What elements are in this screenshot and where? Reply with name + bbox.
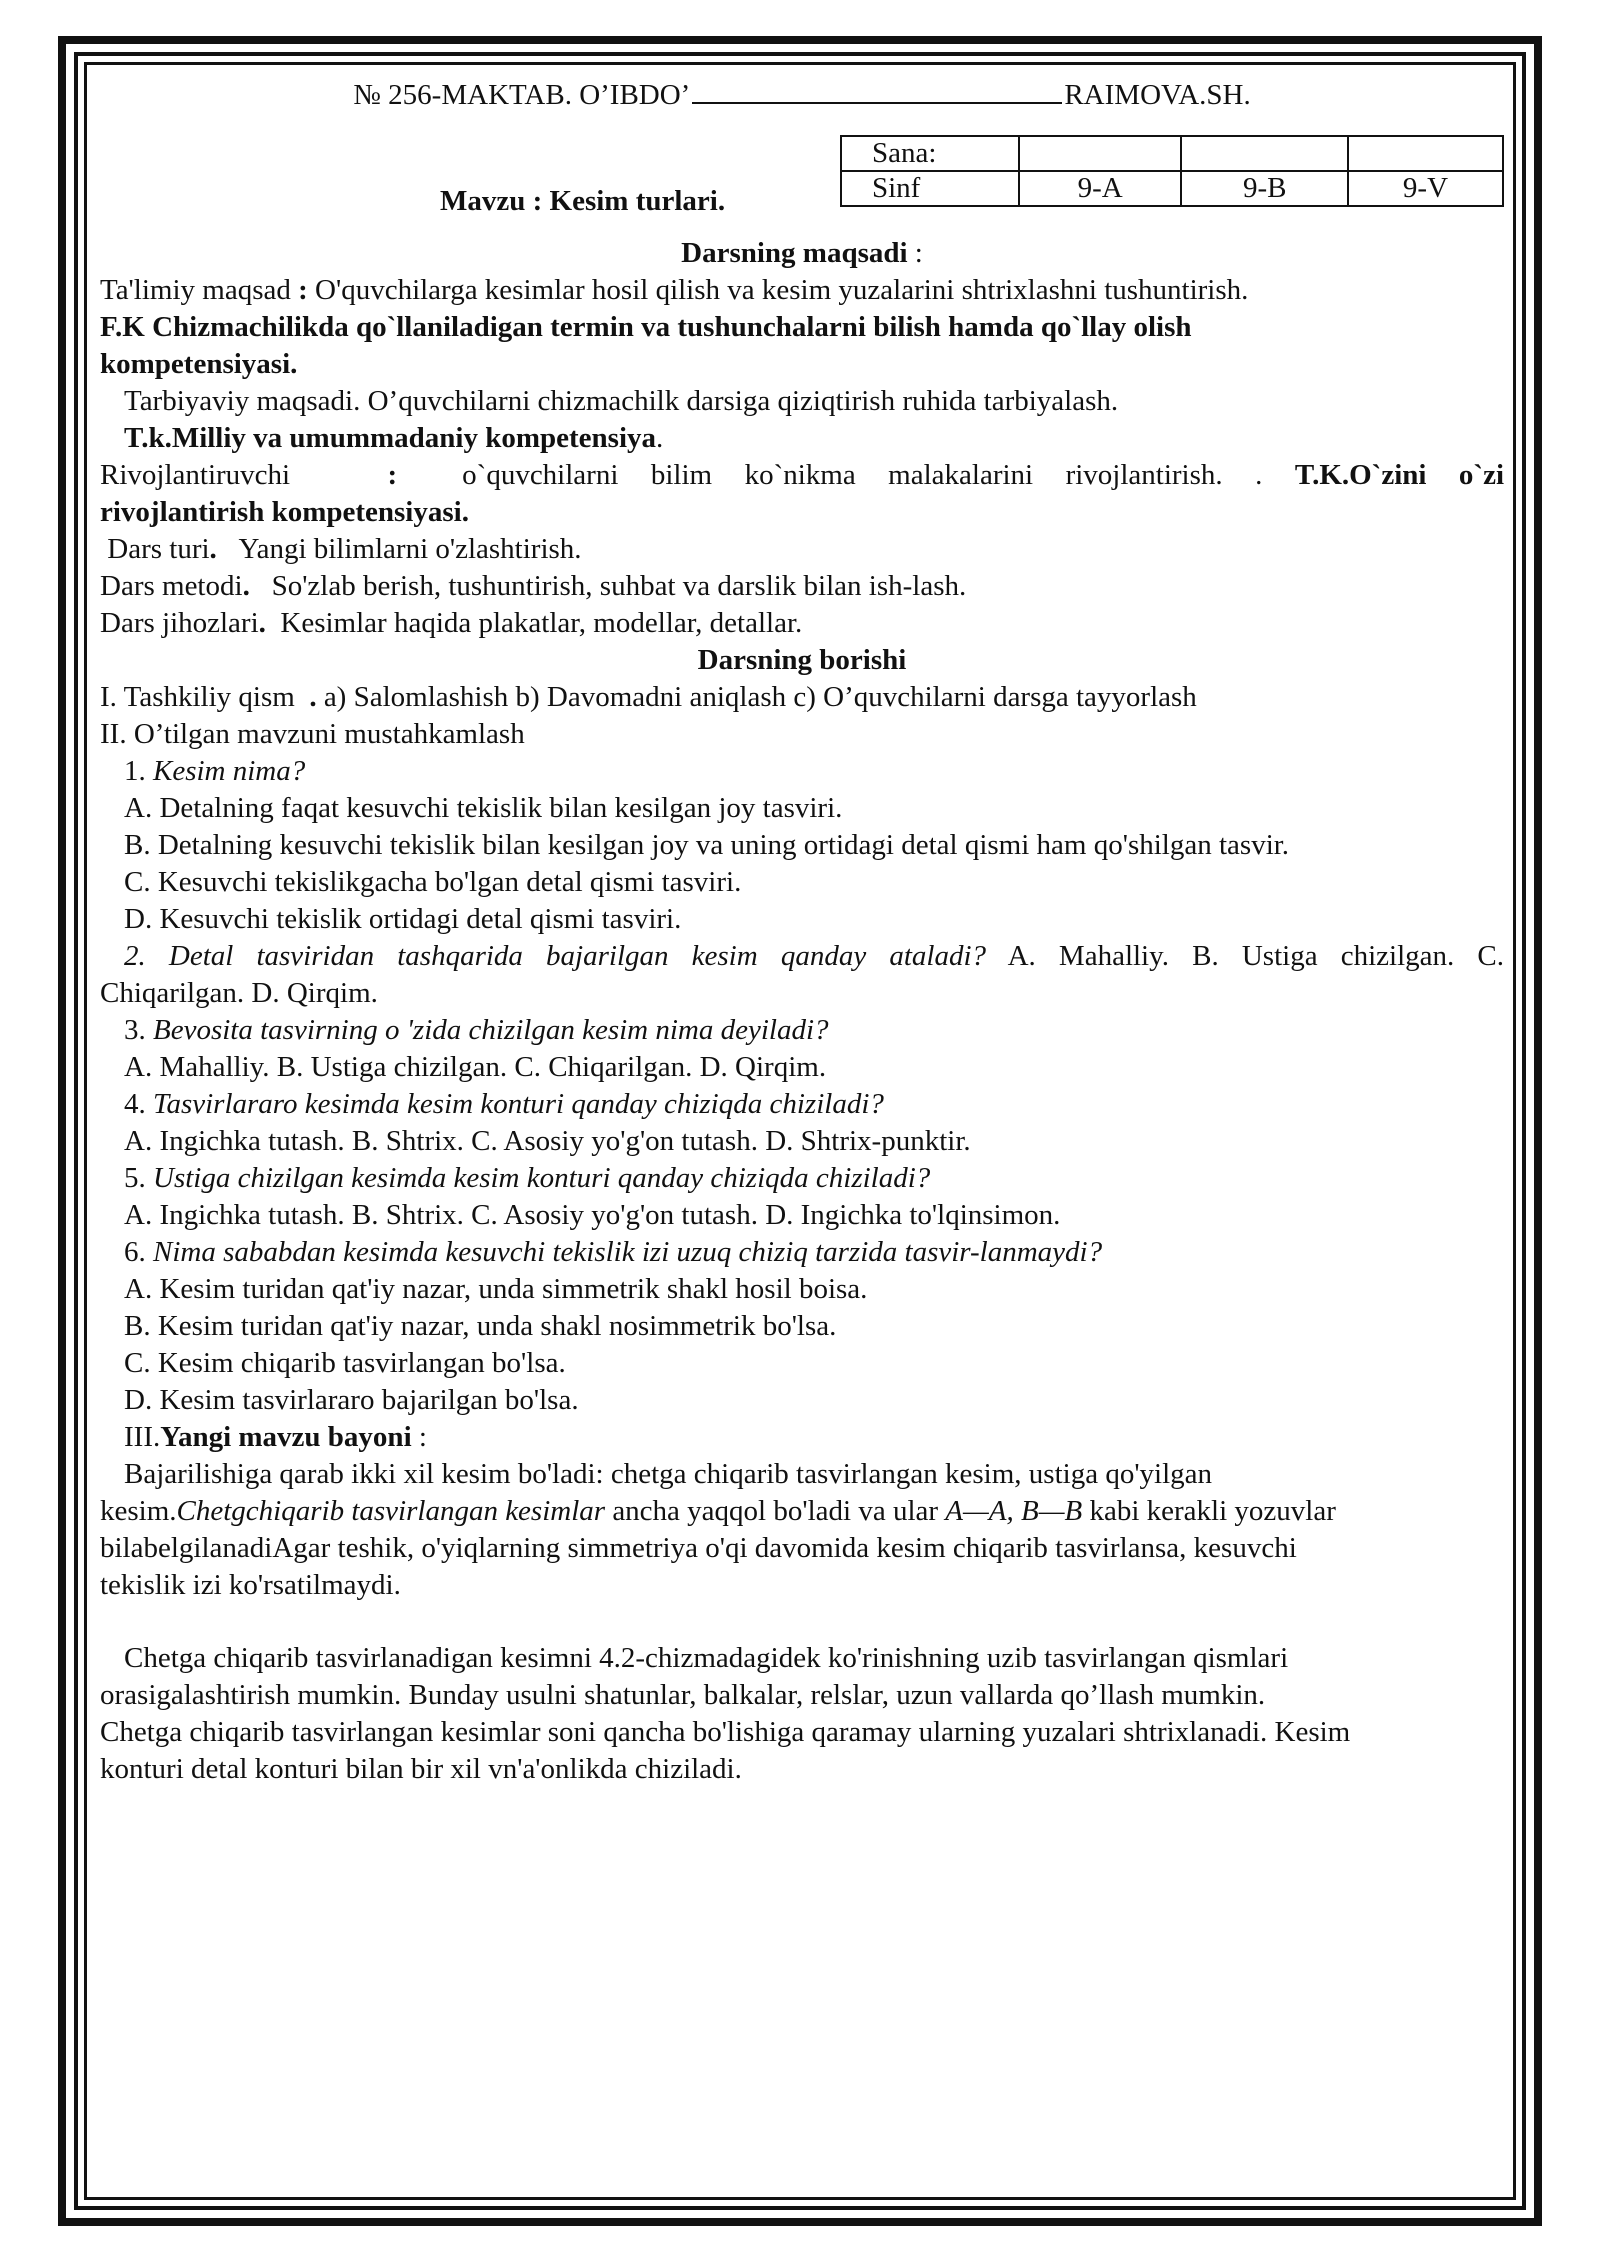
educational-goal — [100, 272, 1504, 309]
document-body — [100, 76, 1504, 1788]
lesson-topic: Mavzu : Kesim turlari. — [440, 185, 726, 217]
question-6-option-c: C. Kesim chiqarib tasvirlangan bo'lsa. — [124, 1347, 566, 1379]
question-3-text: Bevosita tasvirning o 'zida chizilgan kesim nima deyiladi? — [153, 1014, 829, 1046]
paragraph-1-section-labels: A—A, B—B — [945, 1495, 1083, 1527]
question-4 — [100, 1086, 1504, 1123]
goals-heading-colon: : — [907, 237, 923, 269]
paragraph-1-italic: Chetgchiqarib tasvirlangan kesimlar — [176, 1495, 606, 1527]
question-1-option-c: C. Kesuvchi tekislikgacha bo'lgan detal qismi tasviri. — [124, 866, 742, 898]
lesson-method: Dars metodi. So'zlab berish, tushuntirish, suhbat va darslik bilan ish-lash. — [100, 570, 967, 602]
organizational-part-dot: . — [309, 681, 317, 713]
question-6-text: Nima sababdan kesimda kesuvchi tekislik izi uzuq chiziq tarzida tasvir-lanmaydi? — [153, 1236, 1103, 1268]
goals-heading: Darsning maqsadi — [681, 237, 908, 269]
question-1-number: 1. — [124, 755, 146, 787]
topic-row — [100, 135, 1504, 231]
paragraph-1-mid: ancha yaqqol bo'ladi va ular — [605, 1495, 946, 1527]
lesson-method-value: So'zlab berish, tushuntirish, suhbat va darslik bilan ish-lash. — [271, 570, 967, 602]
question-4-number: 4. — [124, 1088, 146, 1120]
question-5-text: Ustiga chizilgan kesimda kesim konturi qanday chiziqda chiziladi? — [153, 1162, 931, 1194]
developmental-goal-text: o`quvchilarni bilim ko`nikma malakalarini rivojlantirish. . — [462, 459, 1263, 491]
date-label: Sana: — [841, 136, 1019, 171]
question-3 — [100, 1012, 1504, 1049]
review-part: II. O’tilgan mavzuni mustahkamlash — [100, 718, 525, 750]
developmental-goal — [100, 457, 1504, 494]
lesson-equipment: Dars jihozlari. Kesimlar haqida plakatlar, modellar, detallar. — [100, 607, 803, 639]
school-label: № 256-MAKTAB. O’IBDO’ — [353, 79, 691, 111]
teacher-name: RAIMOVA.SH. — [1064, 79, 1251, 111]
question-2 — [100, 938, 1504, 975]
competence-line-1: F.K Chizmachilikda qo`llaniladigan termin va tushunchalarni bilish hamda qo`llay olish — [100, 311, 1192, 343]
question-6-option-a: A. Kesim turidan qat'iy nazar, unda simmetrik shakl hosil boisa. — [124, 1273, 868, 1305]
lesson-type-label: Dars turi — [107, 533, 210, 565]
class-9v: 9-V — [1348, 171, 1503, 206]
lesson-method-label: Dars metodi — [100, 570, 243, 602]
upbringing-goal: Tarbiyaviy maqsadi. O’quvchilarni chizmachilk darsiga qiziqtirish ruhida tarbiyalash. — [124, 385, 1119, 417]
date-cell-9v — [1348, 136, 1503, 171]
question-6-number: 6. — [124, 1236, 146, 1268]
lesson-equipment-label: Dars jihozlari — [100, 607, 259, 639]
question-5-number: 5. — [124, 1162, 146, 1194]
question-3-answers: A. Mahalliy. B. Ustiga chizilgan. C. Chiqarilgan. D. Qirqim. — [124, 1051, 827, 1083]
new-topic-colon: : — [411, 1421, 427, 1453]
paragraph-1-line-4: tekislik izi ko'rsatilmaydi. — [100, 1569, 401, 1601]
date-cell-9b — [1181, 136, 1348, 171]
table-row — [841, 171, 1503, 206]
paragraph-2-line-4: konturi detal konturi bilan bir xil vn'a'onlikda chiziladi. — [100, 1753, 742, 1785]
course-heading: Darsning borishi — [697, 644, 907, 676]
paragraph-2-line-3: Chetga chiqarib tasvirlangan kesimlar soni qancha bo'lishiga qaramay ularning yuzalari shtrixlanadi. Kesim — [100, 1716, 1351, 1748]
class-9a: 9-A — [1019, 171, 1182, 206]
question-6 — [100, 1234, 1504, 1271]
competence-line-2: kompetensiyasi. — [100, 348, 298, 380]
educational-goal-label: Ta'limiy maqsad — [100, 274, 291, 306]
document-header — [100, 76, 1504, 113]
national-competence — [100, 420, 1504, 457]
question-6-option-d: D. Kesim tasvirlararo bajarilgan bo'lsa. — [124, 1384, 579, 1416]
question-1-text: Kesim nima? — [153, 755, 306, 787]
question-1-option-a: A. Detalning faqat kesuvchi tekislik bilan kesilgan joy tasviri. — [124, 792, 843, 824]
organizational-part-text: a) Salomlashish b) Davomadni aniqlash c) O’quvchilarni darsga tayyorlash — [316, 681, 1197, 713]
organizational-part — [100, 679, 1504, 716]
developmental-goal-colon: : — [387, 459, 398, 491]
lesson-equipment-value: Kesimlar haqida plakatlar, modellar, detallar. — [280, 607, 803, 639]
self-development-competence: rivojlantirish kompetensiyasi. — [100, 496, 469, 528]
lesson-type: Dars turi. Yangi bilimlarni o'zlashtirish. — [107, 533, 582, 565]
self-development-label: T.K.O`zini o`zi — [1294, 459, 1505, 491]
class-9b: 9-B — [1181, 171, 1348, 206]
goals-heading-line — [100, 235, 1504, 272]
table-row — [841, 136, 1503, 171]
question-6-option-b: B. Kesim turidan qat'iy nazar, unda shakl nosimmetrik bo'lsa. — [124, 1310, 837, 1342]
paragraph-1-line-2 — [100, 1493, 1504, 1530]
paragraph-2-line-1: Chetga chiqarib tasvirlanadigan kesimni 4.2-chizmadagidek ko'rinishning uzib tasvirlangan qismlari — [124, 1642, 1289, 1674]
new-topic-heading: Yangi mavzu bayoni — [160, 1421, 412, 1453]
question-4-text: Tasvirlararo kesimda kesim konturi qanday chiziqda chiziladi? — [153, 1088, 884, 1120]
national-competence-text: T.k.Milliy va umummadaniy kompetensiya — [124, 422, 656, 454]
question-2-answers: A. Mahalliy. B. Ustiga chizilgan. C. — [986, 940, 1504, 972]
question-5 — [100, 1160, 1504, 1197]
question-2-answers-cont: Chiqarilgan. D. Qirqim. — [100, 977, 378, 1009]
national-competence-dot: . — [656, 422, 664, 454]
question-1-option-b: B. Detalning kesuvchi tekislik bilan kesilgan joy va uning ortidagi detal qismi ham qo'shilgan tasvir. — [124, 829, 1290, 861]
paragraph-gap — [100, 1604, 1504, 1640]
paragraph-1-kesim: kesim. — [100, 1495, 177, 1527]
question-4-answers: A. Ingichka tutash. B. Shtrix. C. Asosiy yo'g'on tutash. D. Shtrix-punktir. — [124, 1125, 971, 1157]
developmental-goal-label: Rivojlantiruvchi — [100, 459, 291, 491]
educational-goal-text: O'quvchilarga kesimlar hosil qilish va kesim yuzalarini shtrixlashni tushuntirish. — [307, 274, 1249, 306]
question-1-option-d: D. Kesuvchi tekislik ortidagi detal qismi tasviri. — [124, 903, 682, 935]
paragraph-1-line-3: bilabelgilanadiAgar teshik, o'yiqlarning simmetriya o'qi davomida kesim chiqarib tasvirlansa, kesuvchi — [100, 1532, 1297, 1564]
question-3-number: 3. — [124, 1014, 146, 1046]
class-label: Sinf — [841, 171, 1019, 206]
question-5-answers: A. Ingichka tutash. B. Shtrix. C. Asosiy yo'g'on tutash. D. Ingichka to'lqinsimon. — [124, 1199, 1061, 1231]
organizational-part-label: I. Tashkiliy qism — [100, 681, 295, 713]
schedule-table — [840, 135, 1504, 207]
paragraph-1-line-1: Bajarilishiga qarab ikki xil kesim bo'ladi: chetga chiqarib tasvirlangan kesim, ustiga qo'yilgan — [124, 1458, 1213, 1490]
paragraph-2-line-2: orasigalashtirish mumkin. Bunday usulni shatunlar, balkalar, relslar, uzun vallarda qo’llash mumkin. — [100, 1679, 1266, 1711]
lesson-type-value: Yangi bilimlarni o'zlashtirish. — [238, 533, 582, 565]
date-cell-9a — [1019, 136, 1182, 171]
paragraph-1-end: kabi kerakli yozuvlar — [1082, 1495, 1336, 1527]
new-topic-number: III. — [124, 1421, 161, 1453]
header-blank-line — [692, 76, 1062, 104]
question-2-text: 2. Detal tasviridan tashqarida bajarilgan kesim qanday ataladi? — [124, 940, 987, 972]
educational-goal-colon: : — [290, 274, 308, 306]
question-1 — [100, 753, 1504, 790]
new-topic-heading-line — [100, 1419, 1504, 1456]
